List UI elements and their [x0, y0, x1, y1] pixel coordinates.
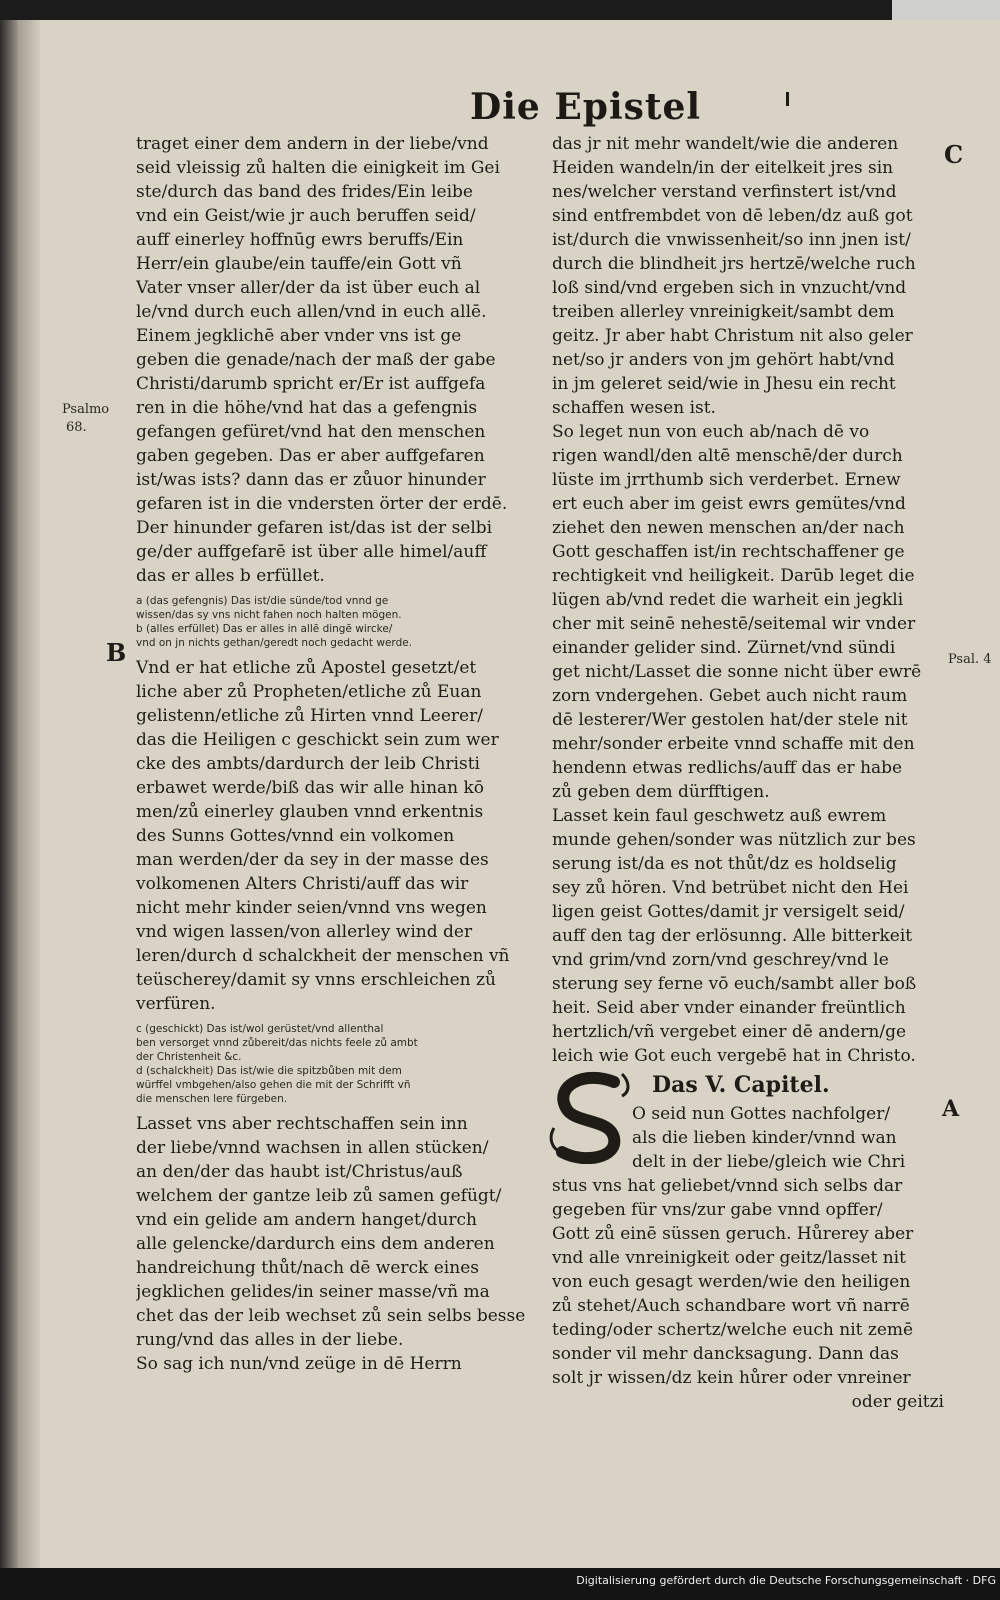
text-line: handreichung thůt/nach dē werck eines — [136, 1258, 479, 1278]
text-line: nicht mehr kinder seien/vnnd vns wegen — [136, 898, 487, 918]
text-line: des Sunns Gottes/vnnd ein volkomen — [136, 826, 455, 846]
text-line: cke des ambts/dardurch der leib Christi — [136, 754, 480, 774]
text-line: lüste im jrrthumb sich verderbet. Ernew — [552, 470, 901, 490]
text-line: Heiden wandeln/in der eitelkeit jres sin — [552, 158, 894, 178]
margin-psalm-number: 68. — [66, 420, 87, 435]
text-line: Gott geschaffen ist/in rechtschaffener ge — [552, 542, 905, 562]
text-line: Gott zů einē süssen geruch. Hůrerey aber — [552, 1224, 914, 1244]
chapter-text — [628, 1102, 946, 1174]
text-line: auff den tag der erlösunng. Alle bitterkeit — [552, 926, 913, 946]
text-line: gefangen gefüret/vnd hat den menschen — [136, 422, 486, 442]
left-para-4 — [136, 1112, 530, 1376]
text-line: an den/der das haubt ist/Christus/auß — [136, 1162, 463, 1182]
margin-section-letter-b: B — [106, 638, 127, 667]
text-line: einander gelider sind. Zürnet/vnd sündi — [552, 638, 896, 658]
text-line: chet das der leib wechset zů sein selbs besse — [136, 1306, 526, 1326]
text-line: solt jr wissen/dz kein hůrer oder vnreiner — [552, 1368, 911, 1388]
right-para-3 — [552, 804, 944, 1068]
left-notes-2 — [136, 1022, 530, 1106]
text-line: liche aber zů Propheten/etliche zů Euan — [136, 682, 482, 702]
text-line: in jm geleret seid/wie in Jhesu ein recht — [552, 374, 896, 394]
text-line: seid vleissig zů halten die einigkeit im Gei — [136, 158, 500, 178]
scanner-top-bar — [0, 0, 1000, 20]
footnote-line: vnd on jn nichts gethan/geredt noch gedacht werde. — [136, 637, 413, 649]
margin-section-letter-a: A — [942, 1096, 960, 1122]
text-line: der liebe/vnnd wachsen in allen stücken/ — [136, 1138, 489, 1158]
text-line: Herr/ein glaube/ein tauffe/ein Gott vñ — [136, 254, 462, 274]
footnote-line: a (das gefengnis) Das ist/die sünde/tod vnnd ge — [136, 595, 389, 607]
text-line: gefaren ist in die vndersten örter der erdē. — [136, 494, 508, 514]
text-line: sonder vil mehr dancksagung. Dann das — [552, 1344, 899, 1364]
margin-psalm-ref: Psalmo — [62, 402, 110, 417]
text-line: get nicht/Lasset die sonne nicht über ewrē — [552, 662, 922, 682]
text-line: Vnd er hat etliche zů Apostel gesetzt/et — [136, 658, 477, 678]
text-line: vnd wigen lassen/von allerley wind der — [136, 922, 473, 942]
text-line: auff einerley hoffnūg ewrs beruffs/Ein — [136, 230, 464, 250]
text-line: le/vnd durch euch allen/vnd in euch allē. — [136, 302, 487, 322]
margin-section-letter-c: C — [944, 140, 964, 169]
text-line: gelistenn/etliche zů Hirten vnnd Leerer/ — [136, 706, 483, 726]
text-line: teüscherey/damit sy vnns erschleichen zů — [136, 970, 496, 990]
text-line: mehr/sonder erbeite vnnd schaffe mit den — [552, 734, 915, 754]
text-line: man werden/der da sey in der masse des — [136, 850, 489, 870]
text-line: heit. Seid aber vnder einander freüntlich — [552, 998, 906, 1018]
text-line: zů geben dem dürfftigen. — [552, 782, 770, 802]
text-line: ist/was ists? dann das er zůuor hinunder — [136, 470, 486, 490]
text-line: lügen ab/vnd redet die warheit ein jegkli — [552, 590, 904, 610]
footnote-line: ben versorget vnnd zůbereit/das nichts feele zů ambt — [136, 1037, 418, 1049]
text-line: zů stehet/Auch schandbare wort vñ narrē — [552, 1296, 910, 1316]
page-header: Die Epistel — [470, 86, 702, 128]
left-para-1 — [136, 132, 530, 324]
text-line: So leget nun von euch ab/nach dē vo — [552, 422, 870, 442]
left-para-3 — [136, 656, 530, 1016]
text-line: Christi/darumb spricht er/Er ist auffgefa — [136, 374, 486, 394]
text-line: rung/vnd das alles in der liebe. — [136, 1330, 404, 1350]
text-line: verfüren. — [136, 994, 216, 1014]
text-line: ge/der auffgefarē ist über alle himel/auff — [136, 542, 487, 562]
text-line: schaffen wesen ist. — [552, 398, 716, 418]
text-line: ziehet den newen menschen an/der nach — [552, 518, 905, 538]
text-line: Einem jegklichē aber vnder vns ist ge — [136, 326, 462, 346]
text-line: das die Heiligen c geschickt sein zum wer — [136, 730, 499, 750]
text-line: So sag ich nun/vnd zeüge in dē Herrn — [136, 1354, 462, 1374]
text-line: als die lieben kinder/vnnd wan — [632, 1128, 897, 1148]
text-line: das jr nit mehr wandelt/wie die anderen — [552, 134, 899, 154]
footnote-line: würffel vmbgehen/also gehen die mit der Schrifft vñ — [136, 1079, 411, 1091]
text-line: alle gelencke/dardurch eins dem anderen — [136, 1234, 495, 1254]
text-line: welchem der gantze leib zů samen gefügt/ — [136, 1186, 502, 1206]
text-line: ist/durch die vnwissenheit/so inn jnen ist/ — [552, 230, 911, 250]
right-para-2 — [552, 420, 944, 804]
left-column — [136, 132, 530, 1376]
text-line: von euch gesagt werden/wie den heiligen — [552, 1272, 911, 1292]
text-line: serung ist/da es not thůt/dz es holdselig — [552, 854, 897, 874]
text-line: cher mit seinē nehestē/seitemal wir vnder — [552, 614, 916, 634]
chapter-heading: Das V. Capitel. — [652, 1072, 830, 1098]
text-line: nes/welcher verstand verfinstert ist/vnd — [552, 182, 897, 202]
text-line: ligen geist Gottes/damit jr versigelt seid/ — [552, 902, 905, 922]
text-line: loß sind/vnd ergeben sich in vnzucht/vnd — [552, 278, 907, 298]
footnote-line: der Christenheit &c. — [136, 1051, 242, 1063]
text-line: hendenn etwas redlichs/auff das er habe — [552, 758, 903, 778]
text-line: vnd grim/vnd zorn/vnd geschrey/vnd le — [552, 950, 889, 970]
text-line: hertzlich/vñ vergebet einer dē andern/ge — [552, 1022, 907, 1042]
catchword: oder geitzi — [851, 1392, 944, 1412]
text-line: durch die blindheit jrs hertzē/welche ruch — [552, 254, 916, 274]
footnote-line: wissen/das sy vns nicht fahen noch halten mögen. — [136, 609, 402, 621]
footnote-line: c (geschickt) Das ist/wol gerüstet/vnd allenthal — [136, 1023, 384, 1035]
text-line: leren/durch d schalckheit der menschen vñ — [136, 946, 510, 966]
text-line: munde gehen/sonder was nützlich zur bes — [552, 830, 916, 850]
footnote-line: d (schalckheit) Das ist/wie die spitzbůben mit dem — [136, 1065, 402, 1077]
text-line: ert euch aber im geist ewrs gemütes/vnd — [552, 494, 906, 514]
margin-psal-ref: Psal. 4 — [948, 652, 992, 667]
text-line: sey zů hören. Vnd betrübet nicht den Hei — [552, 878, 909, 898]
page-gutter — [18, 20, 40, 1568]
text-line: geitz. Jr aber habt Christum nit also geler — [552, 326, 913, 346]
text-line: stus vns hat geliebet/vnnd sich selbs dar — [552, 1176, 903, 1196]
right-column — [552, 132, 944, 1068]
text-line: Lasset vns aber rechtschaffen sein inn — [136, 1114, 468, 1134]
text-line: leich wie Got euch vergebē hat in Christo. — [552, 1046, 916, 1066]
text-line: sind entfrembdet von dē leben/dz auß got — [552, 206, 913, 226]
text-line: gaben gegeben. Das er aber auffgefaren — [136, 446, 485, 466]
footnote-line: die menschen lere fürgeben. — [136, 1093, 288, 1105]
text-line: das er alles b erfüllet. — [136, 566, 325, 586]
initial-letter-text: S — [544, 1068, 545, 1069]
text-line: volkomenen Alters Christi/auff das wir — [136, 874, 469, 894]
book-spine-edge — [0, 20, 18, 1568]
text-line: ren in die höhe/vnd hat das a gefengnis — [136, 398, 478, 418]
text-line: vnd ein gelide am andern hanget/durch — [136, 1210, 477, 1230]
right-para-1 — [552, 132, 944, 420]
text-line: Lasset kein faul geschwetz auß ewrem — [552, 806, 887, 826]
text-line: delt in der liebe/gleich wie Chri — [632, 1152, 906, 1172]
text-line: rechtigkeit vnd heiligkeit. Darūb leget die — [552, 566, 915, 586]
text-line: dē lesterer/Wer gestolen hat/der stele nit — [552, 710, 908, 730]
text-line: teding/oder schertz/welche euch nit zemē — [552, 1320, 914, 1340]
text-line: O seid nun Gottes nachfolger/ — [632, 1104, 891, 1124]
left-para-2 — [136, 324, 530, 588]
dfg-footer: Digitalisierung gefördert durch die Deutsche Forschungsgemeinschaft · DFG — [576, 1574, 996, 1587]
text-line: jegklichen gelides/in seiner masse/vñ ma — [136, 1282, 490, 1302]
text-line: ste/durch das band des frides/Ein leibe — [136, 182, 473, 202]
text-line: erbawet werde/biß das wir alle hinan kō — [136, 778, 485, 798]
printer-mark — [786, 92, 789, 106]
chapter-text-continued — [552, 1174, 944, 1414]
text-line: vnd ein Geist/wie jr auch beruffen seid/ — [136, 206, 476, 226]
text-line: zorn vndergehen. Gebet auch nicht raum — [552, 686, 908, 706]
footnote-line: b (alles erfüllet) Das er alles in allē dingē wircke/ — [136, 623, 393, 635]
text-line: sterung sey ferne vō euch/sambt aller boß — [552, 974, 917, 994]
text-line: Der hinunder gefaren ist/das ist der selbi — [136, 518, 493, 538]
text-line: net/so jr anders von jm gehört habt/vnd — [552, 350, 895, 370]
text-line: gegeben für vns/zur gabe vnnd opffer/ — [552, 1200, 883, 1220]
text-line: geben die genade/nach der maß der gabe — [136, 350, 496, 370]
text-line: treiben allerley vnreinigkeit/sambt dem — [552, 302, 895, 322]
text-line: rigen wandl/den altē menschē/der durch — [552, 446, 903, 466]
text-line: traget einer dem andern in der liebe/vnd — [136, 134, 489, 154]
decorated-initial-s — [544, 1068, 636, 1164]
text-line: vnd alle vnreinigkeit oder geitz/lasset nit — [552, 1248, 906, 1268]
text-line: men/zů einerley glauben vnnd erkentnis — [136, 802, 484, 822]
text-line: Vater vnser aller/der da ist über euch al — [136, 278, 481, 298]
left-notes-1 — [136, 594, 530, 650]
paper-tab — [892, 0, 1000, 22]
